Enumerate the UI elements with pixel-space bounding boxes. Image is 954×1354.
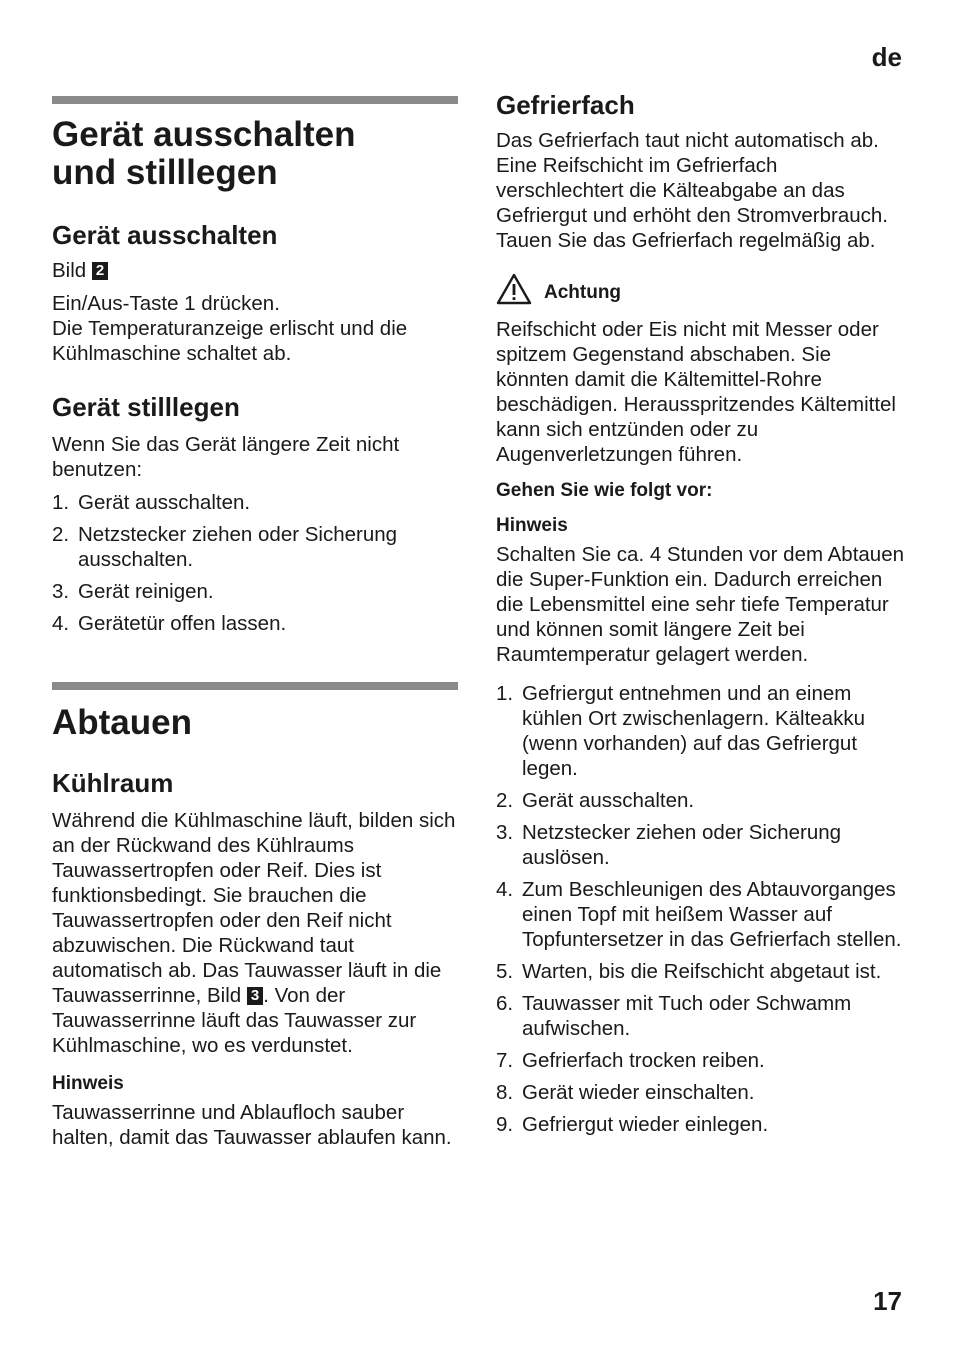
note-label: Hinweis: [496, 515, 568, 536]
instruction-line1: Ein/Aus-Taste 1 drücken.: [52, 292, 280, 315]
gefrierfach-intro: Das Gefrierfach taut nicht automatisch ab. Eine Reifschicht im Gefrierfach verschlechtert die Kälteabgabe an das Gefriergut und erhöht den Stromverbrauch. Tauen Sie das Gefrierfach regelmäßig ab.: [496, 129, 888, 252]
list-item: 3. Netzstecker ziehen oder Sicherung auslösen.: [496, 821, 842, 869]
list-item: 5. Warten, bis die Reifschicht abgetaut ist.: [496, 960, 882, 983]
section-rule: [52, 96, 458, 104]
stilllegen-steps: [52, 490, 458, 636]
note-label: Hinweis: [52, 1073, 124, 1094]
list-item: 2. Gerät ausschalten.: [496, 789, 695, 812]
list-item: 9. Gefriergut wieder einlegen.: [496, 1113, 769, 1136]
list-item: 4. Zum Beschleunigen des Abtauvorganges einen Topf mit heißem Wasser auf Topfuntersetzer in das Gefrierfach stellen.: [496, 878, 902, 951]
section-title-line2: und stilllegen: [52, 153, 278, 192]
abtauen-steps: [496, 681, 906, 1137]
figure-label: Bild: [52, 259, 87, 282]
kuehlraum-text: Während die Kühlmaschine läuft, bilden sich an der Rückwand des Kühlraums Tauwassertropfen oder Reif. Dies ist funktionsbedingt. Sie brauchen die Tauwassertropfen oder den Reif nicht abzuwischen. Die Rückwand taut automatisch ab. Das Tauwasser läuft in die Tauwasserrinne, Bild 3 . Von der Tauwasserrinne läuft das Tauwasser zur Kühlmaschine, wo es verdunstet.: [52, 809, 456, 1057]
list-item: 1. Gefriergut entnehmen und an einem kühlen Ort zwischenlagern. Kälteakku (wenn vorhanden) auf das Gefriergut legen.: [496, 682, 865, 780]
warning-triangle-icon: [496, 273, 532, 305]
list-item: 4. Gerätetür offen lassen.: [52, 612, 287, 635]
list-item: 7. Gefrierfach trocken reiben.: [496, 1049, 765, 1072]
warning-header: [496, 273, 906, 305]
list-item: 2. Netzstecker ziehen oder Sicherung ausschalten.: [52, 523, 398, 571]
instruction-line2: Die Temperaturanzeige erlischt und die Kühlmaschine schaltet ab.: [52, 317, 408, 365]
figure-number-badge: 3: [247, 987, 263, 1005]
section-title-ausschalten: [52, 116, 458, 192]
figure-number-badge: 2: [92, 262, 108, 280]
page-number: 17: [873, 1286, 902, 1316]
figure-reference: [52, 258, 458, 283]
right-column: [496, 0, 906, 1144]
procedure-label: Gehen Sie wie folgt vor:: [496, 480, 713, 501]
section-title-abtauen: Abtauen: [52, 703, 192, 742]
section-rule: [52, 682, 458, 690]
warning-text: Reifschicht oder Eis nicht mit Messer oder spitzem Gegenstand abschaben. Sie könnten damit die Kältemittel-Rohre beschädigen. Herausspritzendes Kältemittel kann sich entzünden oder zu Augenverletzungen führen.: [496, 318, 896, 466]
note-text: Tauwasserrinne und Ablaufloch sauber halten, damit das Tauwasser ablaufen kann.: [52, 1101, 452, 1149]
left-column: [52, 0, 458, 1150]
subheading-gefrierfach: Gefrierfach: [496, 90, 635, 120]
subheading-geraet-ausschalten: Gerät ausschalten: [52, 220, 278, 250]
language-label: de: [871, 42, 902, 72]
stilllegen-intro: Wenn Sie das Gerät längere Zeit nicht benutzen:: [52, 433, 400, 481]
subheading-geraet-stilllegen: Gerät stilllegen: [52, 392, 240, 422]
list-item: 1. Gerät ausschalten.: [52, 491, 251, 514]
warning-label: Achtung: [544, 282, 622, 303]
list-item: 8. Gerät wieder einschalten.: [496, 1081, 755, 1104]
instruction-text: [52, 291, 458, 366]
list-item: 3. Gerät reinigen.: [52, 580, 214, 603]
list-item: 6. Tauwasser mit Tuch oder Schwamm aufwischen.: [496, 992, 852, 1040]
note-text: Schalten Sie ca. 4 Stunden vor dem Abtauen die Super-Funktion ein. Dadurch erreichen die Lebensmittel eine sehr tiefe Temperatur und können somit längere Zeit bei Raumtemperatur gelagert werden.: [496, 543, 904, 666]
subheading-kuehlraum: Kühlraum: [52, 768, 174, 798]
section-title-line1: Gerät ausschalten: [52, 115, 356, 154]
